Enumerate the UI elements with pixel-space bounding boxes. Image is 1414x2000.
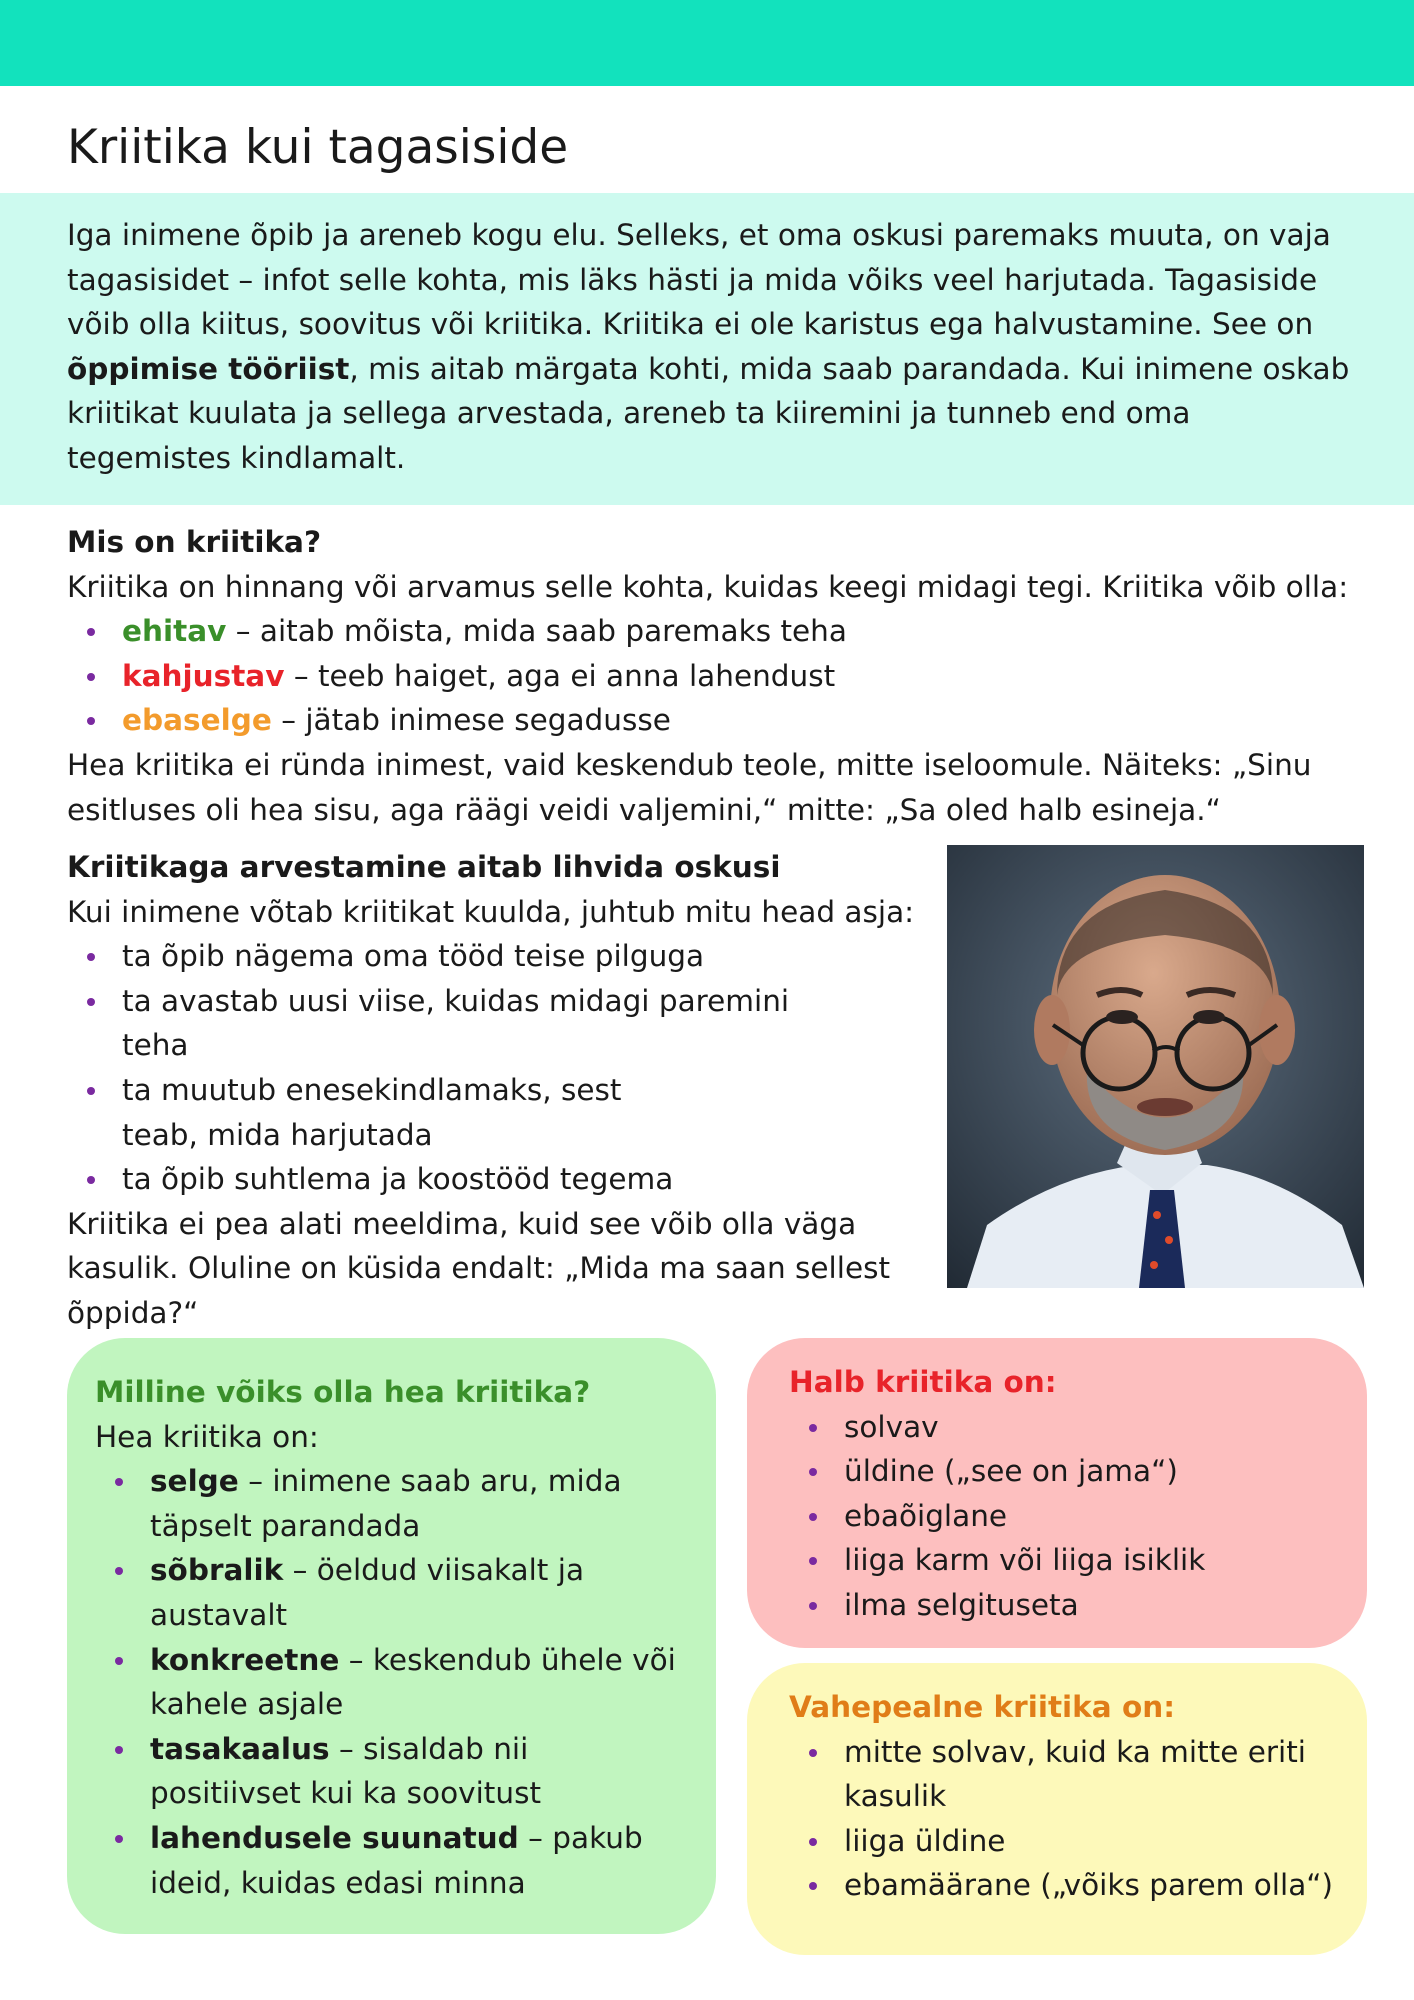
intro-panel [0,193,1414,505]
list-item: liiga üldine [789,1819,1339,1864]
intro-text-2: , mis aitab märgata kohti, mida saab parandada. Kui inimene oskab kriitikat kuulata ja sellega arvestada, areneb ta kiiremini ja tunneb end oma tegemistes kindlamalt. [67,351,1350,475]
list-item [67,609,1367,654]
page-title: Kriitika kui tagasiside [67,120,569,175]
list-item: liiga karm või liiga isiklik [789,1538,1339,1583]
good-criticism-list [95,1459,688,1905]
list-item: ebamäärane („võiks parem olla“) [789,1863,1339,1908]
list-item: ebaõiglane [789,1494,1339,1539]
list-item [67,698,1367,743]
section-heading-what-is: Mis on kriitika? [67,525,322,559]
term-clear: selge [150,1464,239,1499]
term-desc: – inimene saab aru, mida täpselt parandada [150,1464,622,1543]
list-item: ta muutub enesekindlamaks, sest teab, mida harjutada [67,1068,682,1157]
list-item [95,1459,688,1548]
section-what-is [67,520,1367,832]
section-skills [67,845,927,1336]
term-desc: – teeb haiget, aga ei anna lahendust [284,658,836,693]
mid-box-heading: Vahepealne kriitika on: [789,1690,1176,1724]
skills-tail: Kriitika ei pea alati meeldima, kuid see võib olla väga kasulik. Oluline on küsida endalt: „Mida ma saan sellest õppida?“ [67,1206,891,1330]
list-item: üldine („see on jama“) [789,1449,1339,1494]
top-accent-bar [0,0,1414,86]
what-lead: Kriitika on hinnang või arvamus selle kohta, kuidas keegi midagi tegi. Kriitika võib olla: [67,569,1349,604]
term-desc: – keskendub ühele või kahele asjale [150,1642,676,1722]
intermediate-criticism-box [747,1663,1367,1955]
term-unclear: ebaselge [122,703,272,738]
portrait-illustration [947,845,1364,1288]
term-desc: – pakub ideid, kuidas edasi minna [150,1820,643,1900]
term-desc: – aitab mõista, mida saab paremaks teha [226,614,847,649]
intermediate-criticism-list [789,1730,1339,1908]
term-desc: – öeldud viisakalt ja austavalt [150,1553,585,1632]
section-heading-skills: Kriitikaga arvestamine aitab lihvida oskusi [67,850,781,884]
term-harmful: kahjustav [122,658,285,693]
bad-criticism-box [747,1338,1367,1648]
list-item [95,1638,688,1727]
term-specific: konkreetne [150,1642,340,1677]
list-item: ilma selgituseta [789,1583,1339,1628]
list-item: ta avastab uusi viise, kuidas midagi paremini teha [67,979,847,1068]
criticism-types-list [67,609,1367,743]
intro-text-1: Iga inimene õpib ja areneb kogu elu. Selleks, et oma oskusi paremaks muuta, on vaja tagasisidet – infot selle kohta, mis läks hästi ja mida võiks veel harjutada. Tagasiside võib olla kiitus, soovitus või kriitika. Kriitika ei ole karistus ega halvustamine. See on [67,218,1331,342]
man-with-glasses-photo [947,845,1364,1288]
term-constructive: ehitav [122,614,227,649]
intro-bold: õppimise tööriist [67,351,350,386]
bad-box-heading: Halb kriitika on: [789,1365,1057,1399]
list-item: mitte solvav, kuid ka mitte eriti kasulik [789,1730,1339,1819]
term-desc: – jätab inimese segadusse [271,703,671,738]
good-criticism-box [67,1338,716,1934]
list-item: ta õpib suhtlema ja koostööd tegema [67,1157,847,1202]
list-item [67,654,1367,699]
benefits-list [67,934,847,1202]
intro-paragraph [67,213,1354,481]
good-box-lead: Hea kriitika on: [95,1419,319,1454]
bad-criticism-list [789,1405,1339,1628]
list-item [95,1548,688,1637]
list-item: ta õpib nägema oma tööd teise pilguga [67,934,847,979]
list-item: solvav [789,1405,1339,1450]
term-friendly: sõbralik [150,1553,284,1588]
term-desc: – sisaldab nii positiivset kui ka soovitust [150,1731,542,1811]
list-item [95,1727,688,1816]
term-solution-oriented: lahendusele suunatud [150,1820,519,1855]
what-tail: Hea kriitika ei ründa inimest, vaid keskendub teole, mitte iseloomule. Näiteks: „Sinu esitluses oli hea sisu, aga räägi veidi valjemini,“ mitte: „Sa oled halb esineja.“ [67,747,1312,827]
term-balanced: tasakaalus [150,1731,330,1766]
list-item [95,1816,688,1905]
skills-lead: Kui inimene võtab kriitikat kuulda, juhtub mitu head asja: [67,894,915,929]
good-box-heading: Milline võiks olla hea kriitika? [95,1375,591,1409]
